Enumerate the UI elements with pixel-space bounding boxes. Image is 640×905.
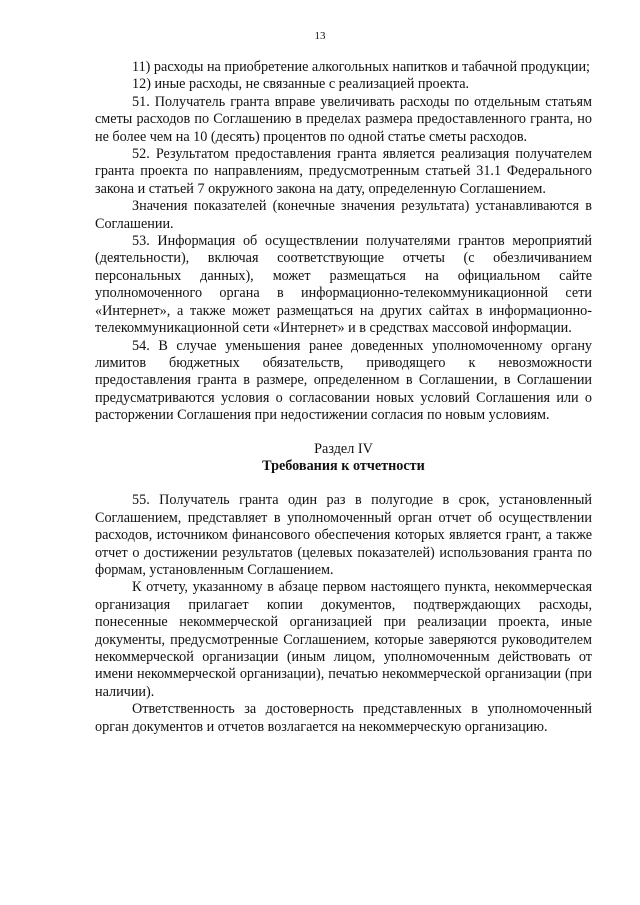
section-label: Раздел IV	[314, 440, 373, 457]
paragraph-indicator-values: Значения показателей (конечные значения результата) устанавливаются в Соглашении.	[95, 198, 592, 232]
paragraph-clause-51: 51. Получатель гранта вправе увеличивать расходы по отдельным статьям сметы расходов по Соглашению в пределах размера предоставленного гранта, но не более чем на 10 (десять) процентов по одной статье сметы расходов.	[95, 93, 592, 145]
document-body	[95, 59, 592, 736]
paragraph-item-12: 12) иные расходы, не связанные с реализацией проекта.	[132, 76, 470, 93]
paragraph-item-11: 11) расходы на приобретение алкогольных напитков и табачной продукции;	[132, 59, 590, 75]
page-number: 13	[314, 30, 326, 42]
paragraph-clause-53: 53. Информация об осуществлении получателями грантов мероприятий (деятельности), включая соответствующие отчеты (с обезличиванием персональных данных), может размещаться на официальном сайте уполномоченного органа в информационно-телекоммуникационной сети «Интернет», а также может размещаться на других сайтах в информационно-телекоммуникационной сети «Интернет» и в средствах массовой информации.	[95, 233, 592, 337]
paragraph-responsibility: Ответственность за достоверность представленных в уполномоченный орган документов и отчетов возлагается на некоммерческую организацию.	[95, 701, 592, 735]
section-title: Требования к отчетности	[262, 457, 425, 474]
paragraph-clause-55: 55. Получатель гранта один раз в полугодие в срок, установленный Соглашением, представляет в уполномоченный орган отчет об осуществлении расходов, источником финансового обеспечения которых является грант, а также отчет о достижении результатов (целевых показателей) использования гранта по формам, установленным Соглашением.	[95, 492, 592, 578]
paragraph-clause-52: 52. Результатом предоставления гранта является реализация получателем гранта проекта по направлениям, предусмотренным статьей 31.1 Федерального закона и статьей 7 окружного закона на дату, определенную Соглашением.	[95, 146, 592, 197]
paragraph-report-attachments: К отчету, указанному в абзаце первом настоящего пункта, некоммерческая организация прилагает копии документов, подтверждающих расходы, понесенные некоммерческой организацией при реализации проекта, иные документы, предусмотренные Соглашением, которые заверяются руководителем некоммерческой организации (иным лицом, уполномоченным действовать от имени некоммерческой организации), печатью некоммерческой организации (при наличии).	[95, 579, 592, 700]
section-heading	[95, 441, 592, 476]
paragraph-clause-54: 54. В случае уменьшения ранее доведенных уполномоченному органу лимитов бюджетных обязательств, приводящего к невозможности предоставления гранта в размере, определенном в Соглашении, в Соглашении предусматриваются условия о согласовании новых условий Соглашения или о расторжении Соглашения при недостижении согласия по новым условиям.	[95, 337, 592, 424]
